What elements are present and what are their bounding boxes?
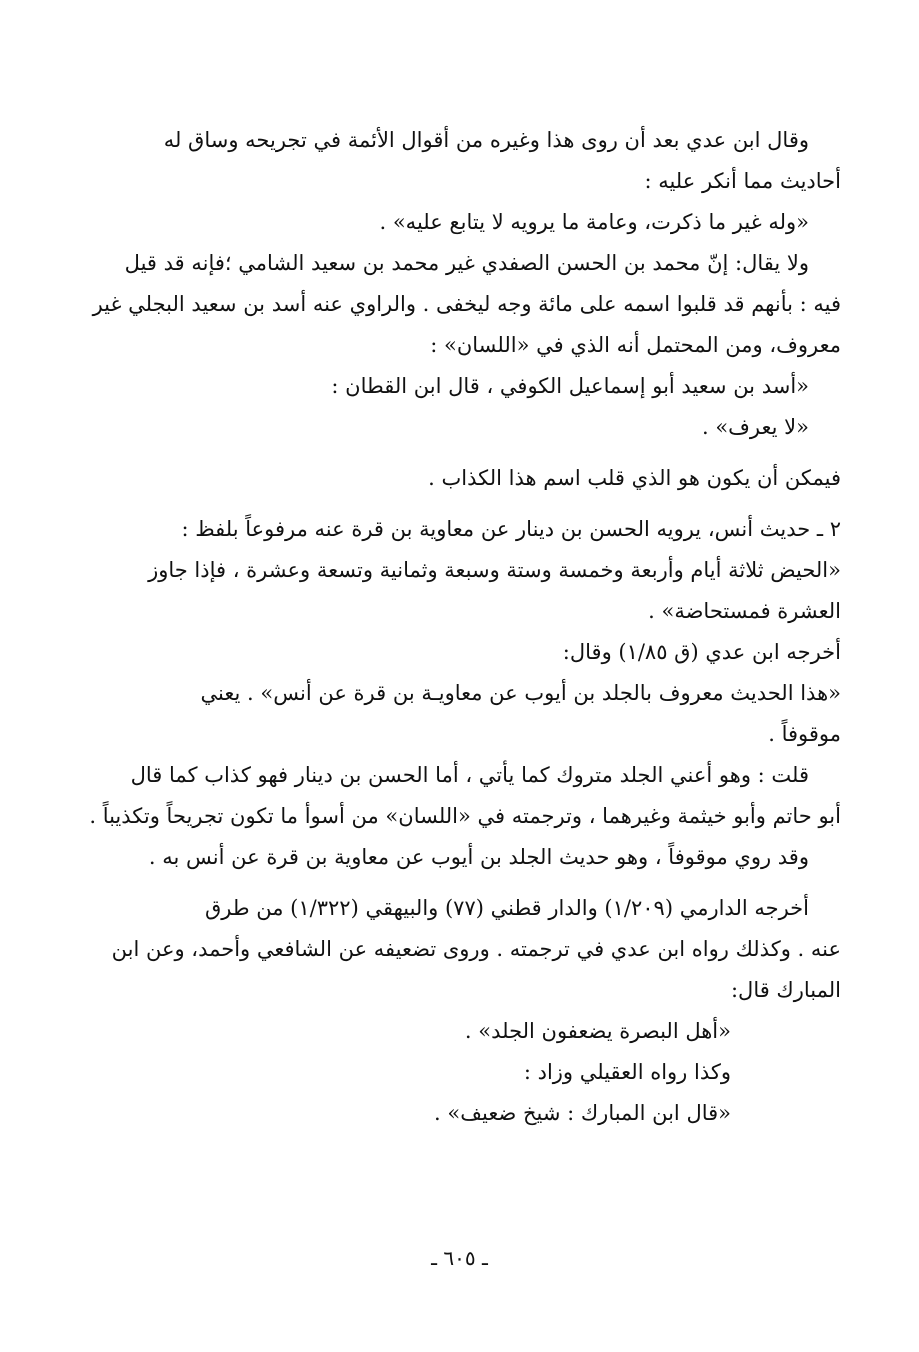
paragraph-line: قلت : وهو أعني الجلد متروك كما يأتي ، أما الحسن بن دينار فهو كذاب كما قال bbox=[130, 763, 809, 787]
paragraph-line: ولا يقال: إنّ محمد بن الحسن الصفدي غير محمد بن سعيد الشامي ؛فإنه قد قيل bbox=[124, 251, 809, 275]
paragraph-line: وقد روي موقوفاً ، وهو حديث الجلد بن أيوب عن معاوية بن قرة عن أنس به . bbox=[148, 845, 809, 869]
paragraph-line: وكذا رواه العقيلي وزاد : bbox=[523, 1060, 731, 1084]
quote-line: «أسد بن سعيد أبو إسماعيل الكوفي ، قال ابن القطان : bbox=[331, 374, 809, 398]
paragraph-line: المبارك قال: bbox=[730, 978, 841, 1002]
page-number: ـ ٦٠٥ ـ bbox=[431, 1246, 488, 1270]
hadith-heading-line: ٢ ـ حديث أنس، يرويه الحسن بن دينار عن معاوية بن قرة عنه مرفوعاً بلفظ : bbox=[181, 517, 841, 541]
quote-line: «الحيض ثلاثة أيام وأربعة وخمسة وستة وسبعة وثمانية وتسعة وعشرة ، فإذا جاوز bbox=[148, 558, 841, 582]
paragraph-line: معروف، ومن المحتمل أنه الذي في «اللسان» : bbox=[430, 333, 841, 357]
paragraph-line: أبو حاتم وأبو خيثمة وغيرهما ، وترجمته في «اللسان» من أسوأ ما تكون تجريحاً وتكذيباً . bbox=[89, 804, 841, 828]
paragraph-line: فيه : بأنهم قد قلبوا اسمه على مائة وجه ليخفى . والراوي عنه أسد بن سعيد البجلي غير bbox=[92, 292, 841, 316]
quote-line: «وله غير ما ذكرت، وعامة ما يرويه لا يتابع عليه» . bbox=[379, 210, 809, 234]
paragraph-line: أخرجه ابن عدي (ق ١/٨٥) وقال: bbox=[562, 640, 841, 664]
quote-line: «هذا الحديث معروف بالجلد بن أيوب عن معاويـة بن قرة عن أنس» . يعني bbox=[200, 681, 841, 705]
quote-line: العشرة فمستحاضة» . bbox=[648, 599, 841, 623]
paragraph-line: موقوفاً . bbox=[768, 722, 841, 746]
page-body-text bbox=[68, 120, 841, 1134]
quote-line: «قال ابن المبارك : شيخ ضعيف» . bbox=[434, 1101, 731, 1125]
paragraph-line: أخرجه الدارمي (١/٢٠٩) والدار قطني (٧٧) والبيهقي (١/٣٢٢) من طرق bbox=[205, 896, 809, 920]
quote-line: «لا يعرف» . bbox=[701, 415, 809, 439]
paragraph-line: وقال ابن عدي بعد أن روى هذا وغيره من أقوال الأئمة في تجريحه وساق له bbox=[163, 128, 809, 152]
paragraph-line: عنه . وكذلك رواه ابن عدي في ترجمته . وروى تضعيفه عن الشافعي وأحمد، وعن ابن bbox=[111, 937, 841, 961]
paragraph-line: أحاديث مما أنكر عليه : bbox=[644, 169, 841, 193]
paragraph-line: فيمكن أن يكون هو الذي قلب اسم هذا الكذاب . bbox=[428, 466, 841, 490]
quote-line: «أهل البصرة يضعفون الجلد» . bbox=[464, 1019, 731, 1043]
